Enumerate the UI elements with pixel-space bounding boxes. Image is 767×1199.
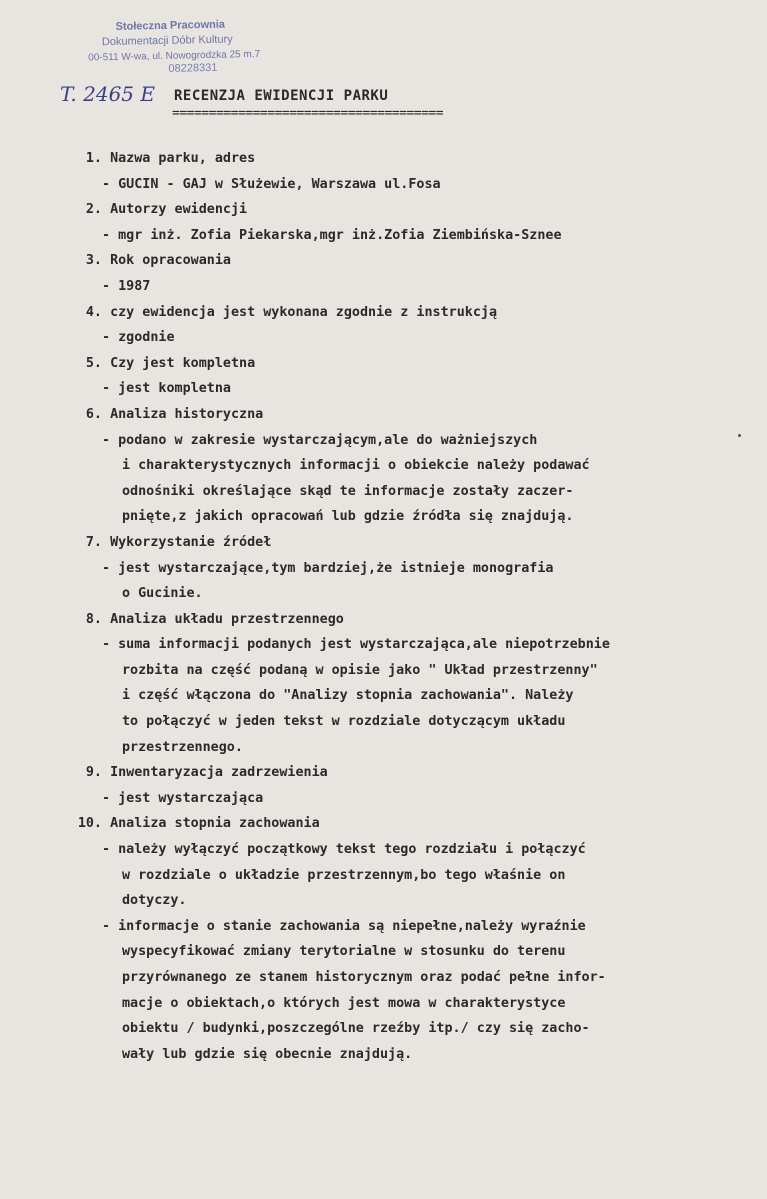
item-number: 1. <box>85 151 102 166</box>
title-underline: ===================================== <box>172 106 444 121</box>
stamp-line-1: Stołeczna Pracownia <box>115 18 226 33</box>
item-continuation-line: i część włączona do "Analizy stopnia zachowania". Należy <box>122 688 574 704</box>
item-number: 4. <box>85 304 102 320</box>
item-number: 2. <box>85 202 102 218</box>
item-number: 5. <box>85 355 102 371</box>
item-heading-text: Analiza stopnia zachowania <box>110 816 320 832</box>
item-answer-line: - mgr inż. Zofia Piekarska,mgr inż.Zofia Ziembińska-Sznee <box>102 227 562 243</box>
item-continuation-line: wały lub gdzie się obecnie znajdują. <box>122 1046 413 1062</box>
review-item-heading <box>60 300 760 326</box>
review-items <box>60 146 760 1067</box>
item-answer-line: - informacje o stanie zachowania są niepełne,należy wyraźnie <box>102 918 586 934</box>
item-continuation-line: o Gucinie. <box>122 586 203 602</box>
item-heading-text: Rok opracowania <box>110 253 231 269</box>
item-continuation-line: rozbita na część podaną w opisie jako " Układ przestrzenny" <box>122 662 598 678</box>
institution-stamp <box>87 15 328 78</box>
item-continuation-line: w rozdziale o układzie przestrzennym,bo tego właśnie on <box>122 867 566 883</box>
stamp-line-3: 00-511 W-wa, ul. Nowogrodzka 25 m.7 <box>88 48 261 64</box>
review-item-heading <box>60 530 760 556</box>
item-continuation-line: i charakterystycznych informacji o obiekcie należy podawać <box>122 458 590 474</box>
item-heading-text: czy ewidencja jest wykonana zgodnie z instrukcją <box>110 304 498 320</box>
item-heading-text: Czy jest kompletna <box>110 355 256 371</box>
review-item-heading <box>60 811 760 837</box>
ink-speck <box>738 434 741 437</box>
item-heading-text: Inwentaryzacja zadrzewienia <box>110 765 328 781</box>
review-item-heading <box>60 760 760 786</box>
item-answer-line: - należy wyłączyć początkowy tekst tego rozdziału i połączyć <box>102 842 586 858</box>
item-continuation-line: odnośniki określające skąd te informacje zostały zaczer- <box>122 483 574 499</box>
item-continuation-line: przyrównanego ze stanem historycznym oraz podać pełne infor- <box>122 970 606 985</box>
item-heading-text: Wykorzystanie źródeł <box>110 534 272 550</box>
handwritten-reference: T. 2465 E <box>60 82 155 106</box>
item-number: 8. <box>85 611 102 627</box>
stamp-line-2: Dokumentacji Dóbr Kultury <box>101 33 233 49</box>
item-number: 7. <box>85 534 102 550</box>
item-answer-line: - 1987 <box>102 278 151 294</box>
item-answer-line: - podano w zakresie wystarczającym,ale do ważniejszych <box>102 432 538 448</box>
review-item-heading <box>60 607 760 633</box>
item-number: 3. <box>85 253 102 269</box>
stamp-number: 08228331 <box>168 61 218 75</box>
review-item-heading <box>60 402 760 428</box>
item-answer-line: - GUCIN - GAJ w Służewie, Warszawa ul.Fosa <box>102 176 441 192</box>
item-continuation-line: wyspecyfikować zmiany terytorialne w stosunku do terenu <box>122 944 566 960</box>
review-item-heading <box>60 248 760 274</box>
item-continuation-line: obiektu / budynki,poszczególne rzeźby itp./ czy się zacho- <box>122 1021 590 1037</box>
item-number: 10. <box>77 816 102 832</box>
item-heading-text: Analiza historyczna <box>110 406 264 422</box>
item-continuation-line: to połączyć w jeden tekst w rozdziale dotyczącym układu <box>122 714 566 730</box>
item-answer-line: - jest kompletna <box>102 381 231 397</box>
item-answer-line: - zgodnie <box>102 330 175 346</box>
document-title: RECENZJA EWIDENCJI PARKU <box>174 88 389 104</box>
item-answer-line: - jest wystarczająca <box>102 790 264 806</box>
item-continuation-line: pnięte,z jakich opracowań lub gdzie źródła się znajdują. <box>122 509 574 525</box>
review-item-heading <box>60 197 760 223</box>
item-continuation-line: dotyczy. <box>122 893 187 909</box>
item-heading-text: Nazwa parku, adres <box>110 151 256 166</box>
item-continuation-line: przestrzennego. <box>122 739 243 755</box>
item-answer-line: - jest wystarczające,tym bardziej,że istnieje monografia <box>102 560 554 576</box>
item-heading-text: Autorzy ewidencji <box>110 202 248 218</box>
review-item-heading <box>60 351 760 377</box>
item-heading-text: Analiza układu przestrzennego <box>110 611 344 627</box>
item-number: 9. <box>85 765 102 781</box>
review-item-heading <box>60 146 760 172</box>
item-number: 6. <box>85 406 102 422</box>
item-answer-line: - suma informacji podanych jest wystarczająca,ale niepotrzebnie <box>102 637 610 653</box>
item-continuation-line: macje o obiektach,o których jest mowa w charakterystyce <box>122 995 566 1011</box>
